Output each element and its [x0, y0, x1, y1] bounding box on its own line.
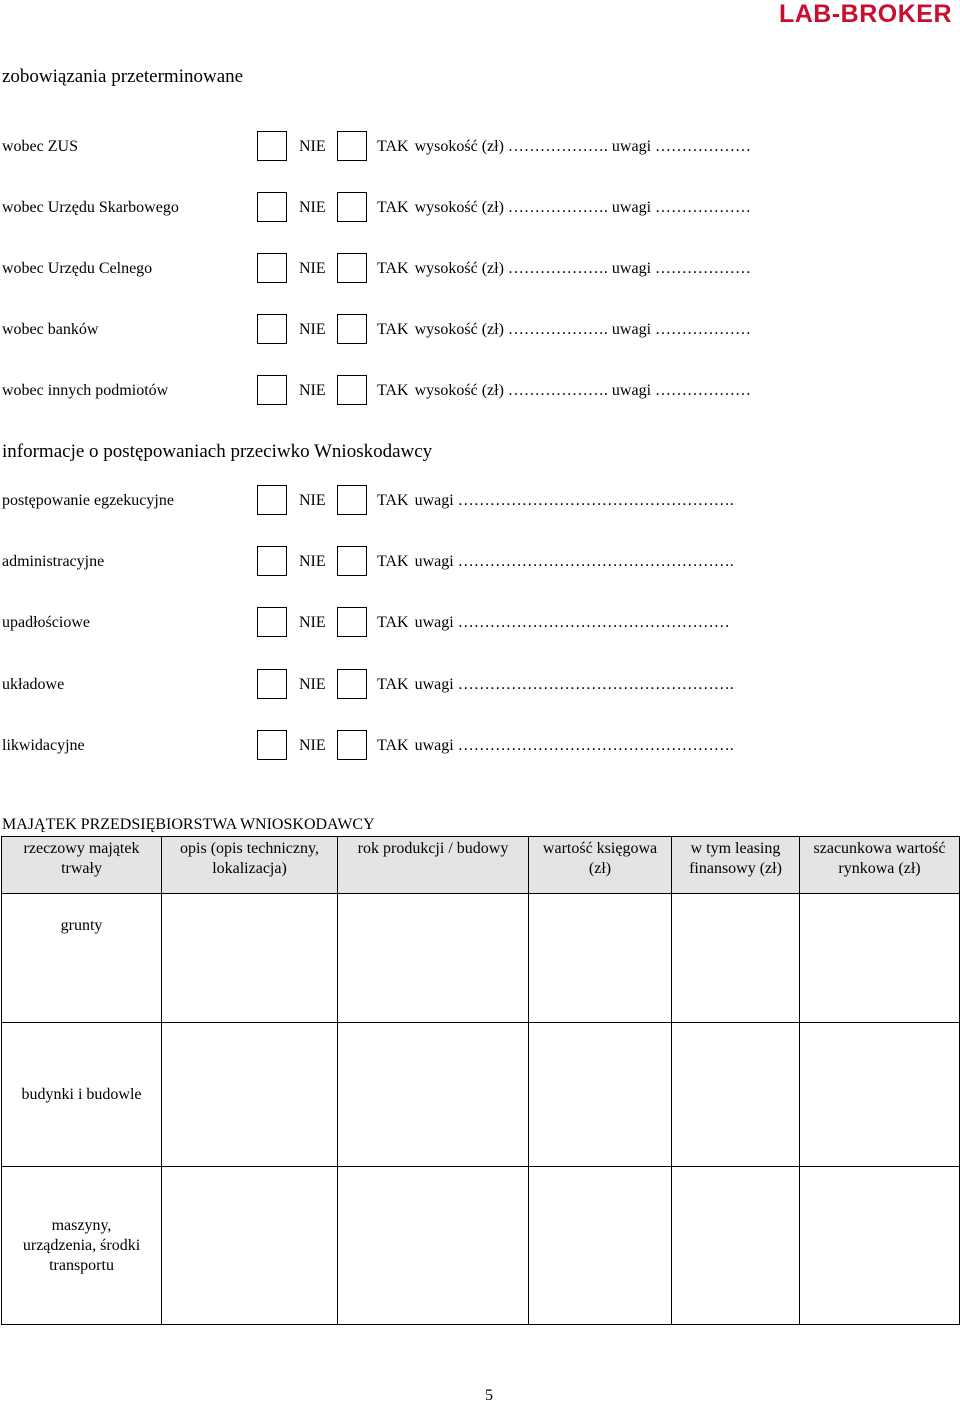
proceeding-row-administrative: [0, 546, 960, 580]
table-cell[interactable]: [800, 1023, 960, 1167]
tak-checkbox[interactable]: [337, 669, 367, 699]
tak-label: TAK: [377, 492, 409, 509]
obligation-row-banks: [0, 314, 960, 348]
tak-label: TAK: [377, 553, 409, 570]
proceeding-label: układowe: [2, 676, 65, 693]
brand-logo: LAB-BROKER: [778, 0, 952, 28]
tak-checkbox[interactable]: [337, 546, 367, 576]
proceeding-row-liquidation: [0, 730, 960, 764]
tak-label: TAK: [377, 676, 409, 693]
nie-checkbox[interactable]: [257, 375, 287, 405]
tak-label: TAK: [377, 260, 409, 277]
tak-checkbox[interactable]: [337, 730, 367, 760]
obligation-label: wobec Urzędu Skarbowego: [2, 199, 179, 216]
tak-checkbox[interactable]: [337, 485, 367, 515]
nie-checkbox[interactable]: [257, 730, 287, 760]
table-cell[interactable]: [800, 1167, 960, 1325]
table-cell[interactable]: [162, 894, 338, 1023]
obligation-row-other: [0, 375, 960, 409]
nie-label: NIE: [299, 321, 326, 338]
column-header: rok produkcji / budowy: [338, 837, 529, 894]
column-header: rzeczowy majątek trwały: [2, 837, 162, 894]
tak-checkbox[interactable]: [337, 192, 367, 222]
column-header: szacunkowa wartość rynkowa (zł): [800, 837, 960, 894]
table-cell[interactable]: [672, 1167, 800, 1325]
row-label: maszyny, urządzenia, środki transportu: [2, 1167, 162, 1325]
tak-checkbox[interactable]: [337, 314, 367, 344]
tak-checkbox[interactable]: [337, 607, 367, 637]
tak-label: TAK: [377, 199, 409, 216]
amount-remarks-field[interactable]: wysokość (zł) ………………. uwagi ………………: [414, 199, 752, 216]
proceeding-row-arrangement: [0, 669, 960, 703]
nie-label: NIE: [299, 382, 326, 399]
column-header: w tym leasing finansowy (zł): [672, 837, 800, 894]
nie-checkbox[interactable]: [257, 546, 287, 576]
row-label: grunty: [2, 894, 162, 1023]
nie-checkbox[interactable]: [257, 131, 287, 161]
proceeding-row-enforcement: [0, 485, 960, 519]
amount-remarks-field[interactable]: wysokość (zł) ………………. uwagi ………………: [414, 260, 752, 277]
obligation-row-tax-office: [0, 192, 960, 226]
nie-label: NIE: [299, 614, 326, 631]
obligation-row-customs: [0, 253, 960, 287]
table-row: [2, 894, 960, 1023]
obligation-label: wobec Urzędu Celnego: [2, 260, 153, 277]
nie-checkbox[interactable]: [257, 253, 287, 283]
row-label: budynki i budowle: [2, 1023, 162, 1167]
amount-remarks-field[interactable]: wysokość (zł) ………………. uwagi ………………: [414, 382, 752, 399]
table-cell[interactable]: [338, 1167, 529, 1325]
assets-header-row: [2, 837, 960, 894]
table-cell[interactable]: [800, 894, 960, 1023]
tak-checkbox[interactable]: [337, 375, 367, 405]
remarks-field[interactable]: uwagi …………………………………………….: [414, 492, 734, 509]
nie-checkbox[interactable]: [257, 669, 287, 699]
page-number: 5: [485, 1387, 493, 1404]
column-header: opis (opis techniczny, lokalizacja): [162, 837, 338, 894]
obligation-label: wobec banków: [2, 321, 99, 338]
obligation-label: wobec ZUS: [2, 138, 78, 155]
proceeding-label: upadłościowe: [2, 614, 90, 631]
tak-label: TAK: [377, 614, 409, 631]
table-cell[interactable]: [672, 894, 800, 1023]
nie-checkbox[interactable]: [257, 192, 287, 222]
remarks-field[interactable]: uwagi ……………………………………………: [414, 614, 730, 631]
nie-checkbox[interactable]: [257, 607, 287, 637]
nie-label: NIE: [299, 676, 326, 693]
nie-label: NIE: [299, 138, 326, 155]
obligation-label: wobec innych podmiotów: [2, 382, 169, 399]
amount-remarks-field[interactable]: wysokość (zł) ………………. uwagi ………………: [414, 138, 752, 155]
tak-label: TAK: [377, 737, 409, 754]
remarks-field[interactable]: uwagi …………………………………………….: [414, 553, 734, 570]
section-title-overdue: zobowiązania przeterminowane: [2, 66, 244, 87]
proceeding-label: postępowanie egzekucyjne: [2, 492, 174, 509]
tak-checkbox[interactable]: [337, 131, 367, 161]
table-cell[interactable]: [529, 894, 672, 1023]
remarks-field[interactable]: uwagi …………………………………………….: [414, 676, 734, 693]
tak-label: TAK: [377, 382, 409, 399]
table-cell[interactable]: [529, 1167, 672, 1325]
tak-checkbox[interactable]: [337, 253, 367, 283]
table-cell[interactable]: [338, 894, 529, 1023]
table-cell[interactable]: [529, 1023, 672, 1167]
table-row: [2, 1167, 960, 1325]
table-cell[interactable]: [162, 1167, 338, 1325]
proceeding-label: likwidacyjne: [2, 737, 85, 754]
nie-label: NIE: [299, 260, 326, 277]
obligation-row-zus: [0, 131, 960, 165]
remarks-field[interactable]: uwagi …………………………………………….: [414, 737, 734, 754]
nie-label: NIE: [299, 492, 326, 509]
section-title-proceedings: informacje o postępowaniach przeciwko Wnioskodawcy: [2, 441, 433, 462]
nie-checkbox[interactable]: [257, 485, 287, 515]
column-header: wartość księgowa (zł): [529, 837, 672, 894]
nie-label: NIE: [299, 199, 326, 216]
nie-checkbox[interactable]: [257, 314, 287, 344]
table-row: [2, 1023, 960, 1167]
tak-label: TAK: [377, 138, 409, 155]
table-cell[interactable]: [672, 1023, 800, 1167]
tak-label: TAK: [377, 321, 409, 338]
proceeding-row-bankruptcy: [0, 607, 960, 641]
assets-table: [1, 836, 960, 1325]
nie-label: NIE: [299, 737, 326, 754]
nie-label: NIE: [299, 553, 326, 570]
table-cell[interactable]: [162, 1023, 338, 1167]
proceeding-label: administracyjne: [2, 553, 105, 570]
amount-remarks-field[interactable]: wysokość (zł) ………………. uwagi ………………: [414, 321, 752, 338]
assets-title: MAJĄTEK PRZEDSIĘBIORSTWA WNIOSKODAWCY: [2, 816, 375, 833]
table-cell[interactable]: [338, 1023, 529, 1167]
